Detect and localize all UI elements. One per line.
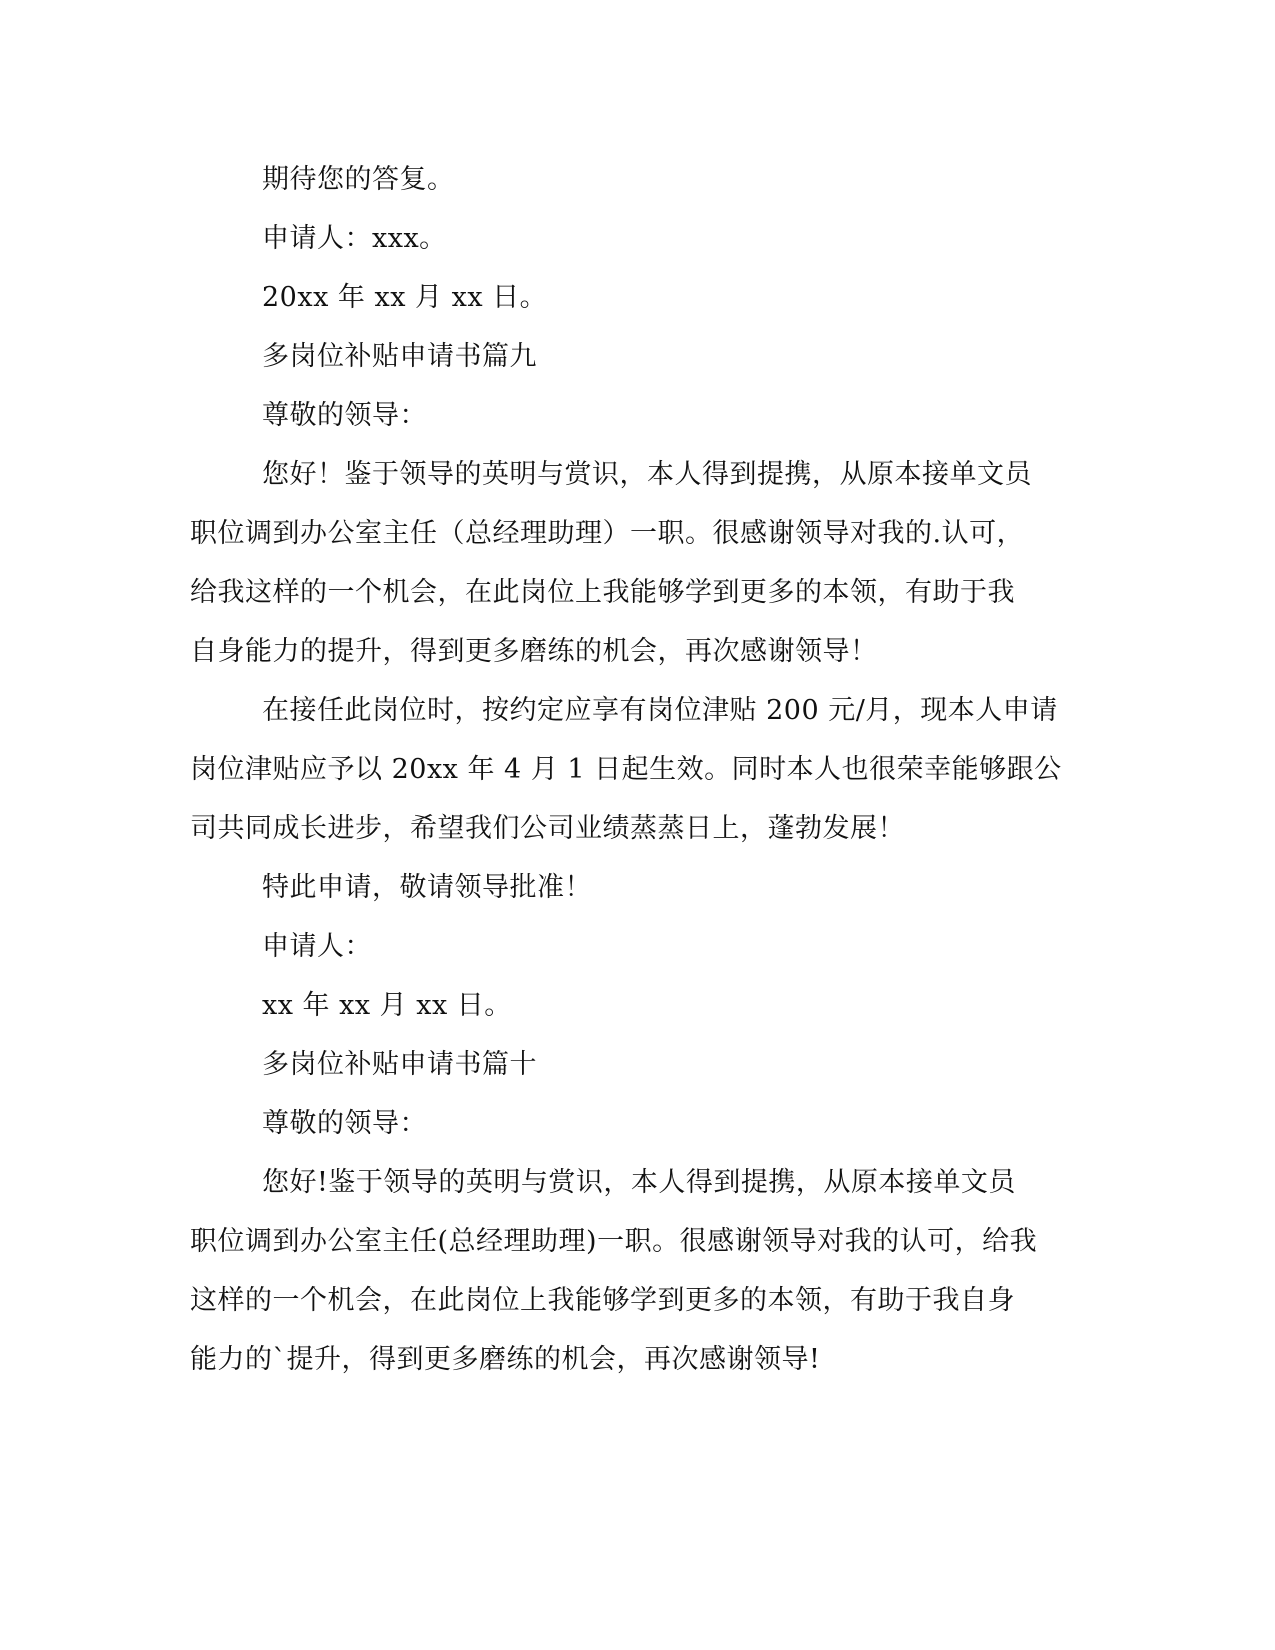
salutation: 尊敬的领导：: [262, 400, 427, 431]
paragraph-line: 岗位津贴应予以 20xx 年 4 月 1 日起生效。同时本人也很荣幸能够跟公: [190, 754, 1062, 785]
paragraph-line: 司共同成长进步，希望我们公司业绩蒸蒸日上，蓬勃发展！: [190, 813, 905, 844]
closing-line: 期待您的答复。: [262, 164, 455, 195]
paragraph-line: 这样的一个机会，在此岗位上我能够学到更多的本领，有助于我自身: [190, 1285, 1015, 1316]
paragraph-line: 自身能力的提升，得到更多磨练的机会，再次感谢领导！: [190, 636, 878, 667]
paragraph-line: 职位调到办公室主任(总经理助理)一职。很感谢领导对我的认可，给我: [190, 1226, 1038, 1257]
paragraph-line: 职位调到办公室主任（总经理助理）一职。很感谢领导对我的.认可，: [190, 518, 1025, 549]
paragraph-line: 给我这样的一个机会，在此岗位上我能够学到更多的本领，有助于我: [190, 577, 1015, 608]
salutation: 尊敬的领导：: [262, 1108, 427, 1139]
date-line: 20xx 年 xx 月 xx 日。: [262, 282, 548, 313]
paragraph-line: 您好!鉴于领导的英明与赏识，本人得到提携，从原本接单文员: [262, 1167, 1016, 1198]
section-heading: 多岗位补贴申请书篇十: [262, 1049, 537, 1080]
applicant-line: 申请人：: [262, 931, 372, 962]
applicant-line: 申请人：xxx。: [262, 223, 447, 254]
date-line: xx 年 xx 月 xx 日。: [262, 990, 512, 1021]
section-heading: 多岗位补贴申请书篇九: [262, 341, 537, 372]
paragraph-line: 在接任此岗位时，按约定应享有岗位津贴 200 元/月，现本人申请: [262, 695, 1058, 726]
paragraph-line: 您好！鉴于领导的英明与赏识，本人得到提携，从原本接单文员: [262, 459, 1032, 490]
paragraph-line: 能力的`提升，得到更多磨练的机会，再次感谢领导!: [190, 1344, 821, 1375]
request-line: 特此申请，敬请领导批准！: [262, 872, 592, 903]
